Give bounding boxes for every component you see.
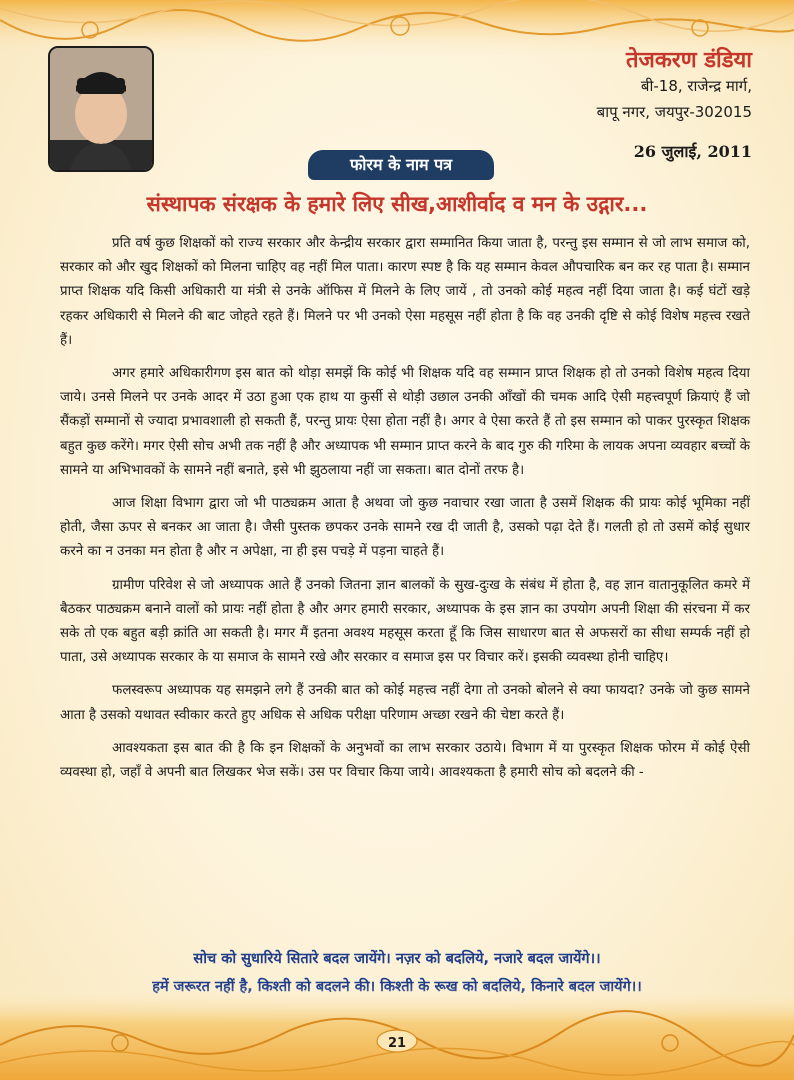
paragraph: फलस्वरूप अध्यापक यह समझने लगे हैं उनकी बात को कोई महत्त्व नहीं देगा तो उनको बोलने से क्या फायदा? उनके जो कुछ सामने आता है उसको यथावत स्वीकार करते हुए अधिक से अधिक परीक्षा परिणाम अच्छा रखने की चेष्टा करते हैं। [60, 683, 750, 723]
founder-photo [48, 46, 154, 172]
paragraph: आवश्यकता इस बात की है कि इन शिक्षकों के अनुभवों का लाभ सरकार उठाये। विभाग में या पुरस्कृत शिक्षक फोरम में कोई ऐसी व्यवस्था हो, जहाँ वे अपनी बात लिखकर भेज सकें। उस पर विचार किया जाये। आवश्यकता है हमारी सोच को बदलने की - [60, 740, 750, 781]
paragraph: ग्रामीण परिवेश से जो अध्यापक आते हैं उनको जितना ज्ञान बालकों के सुख-दुःख के संबंध में होता है, वह ज्ञान वातानुकूलित कमरे में बैठकर पाठ्यक्रम बनाने वालों को प्रायः नहीं होता है और अगर हमारी सरकार, अध्यापक के इस ज्ञान का उपयोग अपनी शिक्षा की संरचना में कर सके तो एक बहुत बड़ी क्रांति आ सकती है। मगर मैं इतना अवश्य महसूस करता हूँ कि जिस साधारण बात से अफसरों का सीधा सम्पर्क नहीं हो पाता, उसे अध्यापक सरकार के या समाज के सामने रखे और सरकार व समाज इस पर विचार करें। इसकी व्यवस्था होनी चाहिए। [60, 577, 750, 666]
paragraph: अगर हमारे अधिकारीगण इस बात को थोड़ा समझें कि कोई भी शिक्षक यदि वह सम्मान प्राप्त शिक्षक हो तो उनको विशेष महत्व दिया जाये। उनसे मिलने पर उनके आदर में उठा हुआ एक हाथ या कुर्सी से थोड़ी उछाल उनकी आँखों की चमक आदि ऐसी महत्त्वपूर्ण क्रियाएं हैं जो सैंकड़ों सम्मानों से ज्यादा प्रभावशाली हो सकती हैं, परन्तु प्रायः ऐसा होता नहीं है। अगर वे ऐसा करते हैं तो इस सम्मान को पाकर पुरस्कृत शिक्षक बहुत कुछ करेंगे। मगर ऐसी सोच अभी तक नहीं है और अध्यापक भी सम्मान प्राप्त करने के बाद गुरु की गरिमा के लायक अपना व्यवहार बच्चों के सामने या अभिभावकों के सामने नहीं बनाते, इसे भी झुठलाया नहीं जा सकता। बात दोनों तरफ है। [60, 366, 750, 478]
section-badge: फोरम के नाम पत्र [308, 150, 494, 180]
page-title: संस्थापक संरक्षक के हमारे लिए सीख,आशीर्वाद व मन के उद्गार... [146, 192, 648, 216]
paragraph: आज शिक्षा विभाग द्वारा जो भी पाठ्यक्रम आता है अथवा जो कुछ नवाचार रखा जाता है उसमें शिक्षक की प्रायः कोई भूमिका नहीं होती, जैसा ऊपर से बनकर आ जाता है। जैसी पुस्तक छपकर उनके सामने रख दी जाती है, उसको पढ़ा देते हैं। गलती हो तो उसमें कोई सुधार करने का न उनका मन होता है और न अपेक्षा, ना ही इस पचड़े में पड़ना चाहते हैं। [60, 496, 750, 560]
page-number: 21 [387, 1036, 407, 1051]
bottom-floral-border [0, 985, 794, 1080]
quote-line-1: सोच को सुधारिये सितारे बदल जायेंगे। नज़र को बदलिये, नजारे बदल जायेंगे।। [193, 951, 601, 967]
letter-body [60, 232, 750, 794]
letter-date: 26 जुलाई, 2011 [633, 142, 752, 161]
author-name: तेजकरण डंडिया [625, 48, 752, 73]
address-line-2: बापू नगर, जयपुर-302015 [596, 103, 752, 121]
paragraph: प्रति वर्ष कुछ शिक्षकों को राज्य सरकार और केन्द्रीय सरकार द्वारा सम्मानित किया जाता है, परन्तु इस सम्मान से जो लाभ समाज को, सरकार को और खुद शिक्षकों को मिलना चाहिए वह नहीं मिल पाता। कारण स्पष्ट है कि यह सम्मान केवल औपचारिक बन कर रह पाता है। सम्मान प्राप्त शिक्षक यदि किसी अधिकारी या मंत्री से उनके ऑफिस में मिलने के लिए जायें , तो उनको कोई महत्व नहीं दिया जाता है। कई घंटों खड़े रहकर अधिकारी से मिलने की बाट जोहते रहते हैं। मिलने पर भी उनको ऐसा महसूस नहीं होता है कि वह उनकी दृष्टि से कोई विशेष महत्त्व रखते हैं। [60, 236, 750, 348]
address-line-1: बी-18, राजेन्द्र मार्ग, [640, 77, 752, 95]
